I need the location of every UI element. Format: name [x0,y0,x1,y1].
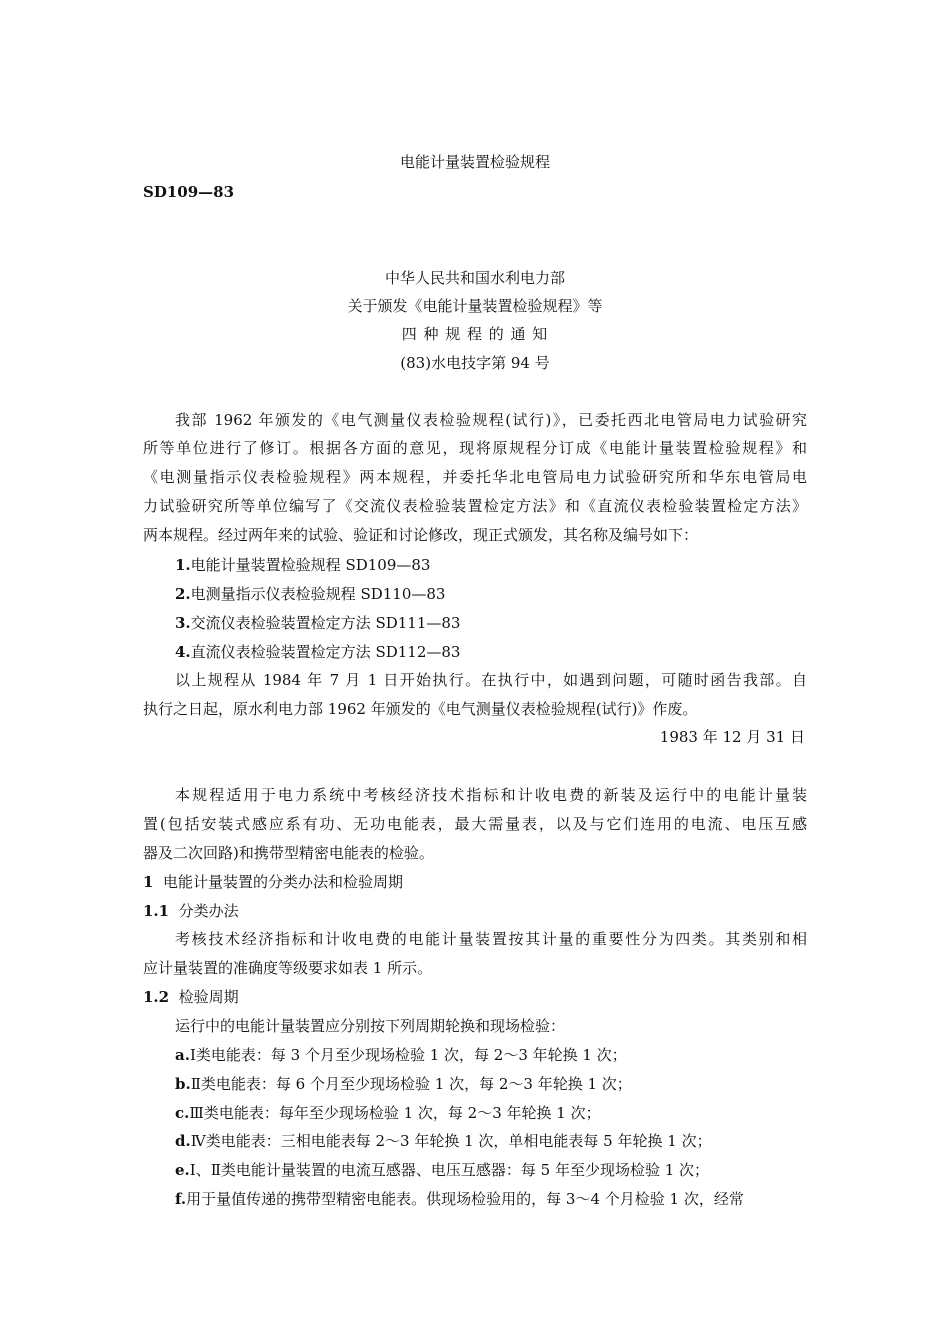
regulation-number: 2. [175,585,191,603]
item-text: 用于量值传递的携带型精密电能表。供现场检验用的，每 3～4 个月检验 1 次，经常 [186,1190,744,1208]
classification-line: 应计量装置的准确度等级要求如表 1 所示。 [143,959,433,977]
regulation-item [175,584,445,604]
period-item [175,1160,709,1180]
section-number: 1.2 [143,988,170,1006]
regulation-number: 3. [175,614,191,632]
item-text: Ⅳ类电能表：三相电能表每 2～3 年轮换 1 次，单相电能表每 5 年轮换 1 次； [190,1132,712,1150]
notice-subject: 关于颁发《电能计量装置检验规程》等 [347,297,603,315]
section-title: 电能计量装置的分类办法和检验周期 [162,873,403,891]
intro-line: 我部 1962 年颁发的《电气测量仪表检验规程(试行)》，已委托西北电管局电力试验研究 [175,411,807,429]
period-item [175,1045,627,1065]
notice-number: (83)水电技字第 94 号 [400,354,550,372]
item-text: Ⅰ、Ⅱ类电能计量装置的电流互感器、电压互感器：每 5 年至少现场检验 1 次； [189,1161,710,1179]
section-title: 分类办法 [178,902,239,920]
item-text: Ⅰ类电能表：每 3 个月至少现场检验 1 次，每 2～3 年轮换 1 次； [189,1046,627,1064]
regulation-item [175,613,460,633]
item-label: a. [175,1046,190,1064]
item-text: Ⅲ类电能表：每年至少现场检验 1 次，每 2～3 年轮换 1 次； [189,1104,601,1122]
period-item [175,1103,601,1123]
section-heading [143,987,239,1007]
notice-issuer: 中华人民共和国水利电力部 [384,269,565,287]
regulation-title: 交流仪表检验装置检定方法 SD111—83 [190,614,461,632]
scope-line: 置(包括安装式感应系有功、无功电能表，最大需量表，以及与它们连用的电流、电压互感 [143,815,807,833]
period-item [175,1189,744,1209]
section-heading [143,901,239,921]
intro-line: 力试验研究所等单位编写了《交流仪表检验装置检定方法》和《直流仪表检验装置检定方法》 [143,497,807,515]
item-label: d. [175,1132,191,1150]
section-title: 检验周期 [178,988,239,1006]
section-number: 1.1 [143,902,170,920]
item-label: f. [175,1190,187,1208]
document-title: 电能计量装置检验规程 [399,153,550,171]
effective-line: 以上规程从 1984 年 7 月 1 日开始执行。在执行中，如遇到问题，可随时函告我部。自 [175,671,807,689]
scope-line: 器及二次回路)和携带型精密电能表的检验。 [143,844,434,862]
regulation-title: 电测量指示仪表检验规程 SD110—83 [190,585,446,603]
period-item [175,1131,712,1151]
scope-line: 本规程适用于电力系统中考核经济技术指标和计收电费的新装及运行中的电能计量装 [175,786,807,804]
period-intro: 运行中的电能计量装置应分别按下列周期轮换和现场检验： [175,1017,566,1035]
intro-line: 两本规程。经过两年来的试验、验证和讨论修改，现正式颁发，其名称及编号如下： [143,526,699,544]
classification-line: 考核技术经济指标和计收电费的电能计量装置按其计量的重要性分为四类。其类别和相 [175,930,807,948]
section-number: 1 [143,873,154,891]
regulation-title: 电能计量装置检验规程 SD109—83 [190,556,431,574]
regulation-item [175,555,430,575]
regulation-number: 1. [175,556,191,574]
regulation-number: 4. [175,643,191,661]
notice-heading: 四 种 规 程 的 通 知 [401,325,549,343]
intro-line: 所等单位进行了修订。根据各方面的意见，现将原规程分订成《电能计量装置检验规程》和 [143,439,807,457]
item-label: c. [175,1104,190,1122]
item-text: Ⅱ类电能表：每 6 个月至少现场检验 1 次，每 2～3 年轮换 1 次； [190,1075,632,1093]
regulation-title: 直流仪表检验装置检定方法 SD112—83 [190,643,461,661]
document-code: SD109—83 [143,183,235,201]
regulation-item [175,642,460,662]
intro-line: 《电测量指示仪表检验规程》两本规程，并委托华北电管局电力试验研究所和华东电管局电 [143,468,807,486]
item-label: e. [175,1161,190,1179]
period-item [175,1074,632,1094]
effective-line: 执行之日起，原水利电力部 1962 年颁发的《电气测量仪表检验规程(试行)》作废。 [143,700,698,718]
item-label: b. [175,1075,191,1093]
section-heading [143,872,403,892]
notice-date: 1983 年 12 月 31 日 [659,728,805,746]
